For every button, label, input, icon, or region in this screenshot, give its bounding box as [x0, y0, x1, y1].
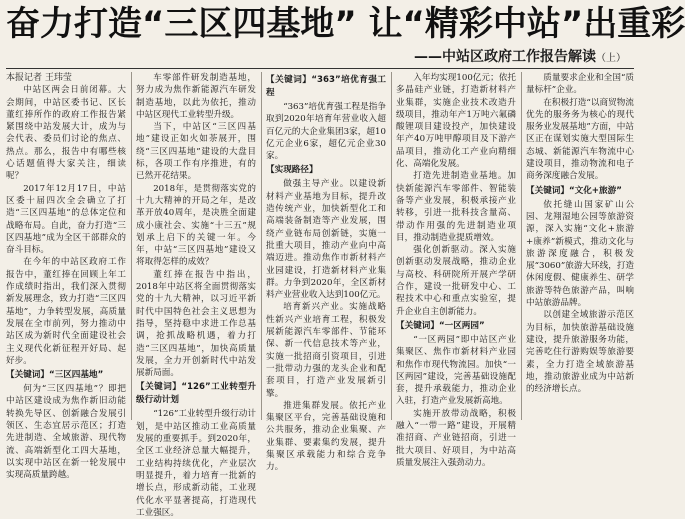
keyword-heading: 【关键词】“文化+旅游” — [526, 185, 622, 196]
paragraph: 2018年，是贯彻落实党的十九大精神的开局之年，是改革开放40周年，是决胜全面建成小康社会、实施“十三五”规划承上启下的关键一年。今年，中站“三区四基地”建设又将取得怎样的成效？ — [136, 183, 256, 268]
paragraph: 董红捧在报告中指出，2018年中站区将全面贯彻落实党的十九大精神，以习近平新时代中国特色社会主义思想为指导，坚持稳中求进工作总基调，抢抓战略机遇，着力打造“三区四基地”，加快高质量发展，全力开创新时代中站发展新局面。 — [136, 269, 256, 379]
headline: 奋力打造“三区四基地” 让“精彩中站”出重彩 — [6, 4, 685, 44]
paragraph: 车零部件研发制造基地，努力成为焦作新能源汽车研发制造基地，以此为依托，推动中站区现代工业转型升级。 — [136, 73, 256, 120]
paragraph: 以创建全域旅游示范区为目标，加快旅游基础设施建设，提升旅游服务功能，完善吃住行游购娱等旅游要素，全力打造全域旅游基地，推动旅游业成为中站新的经济增长点。 — [526, 310, 634, 395]
paragraph: “363”培优育强工程是指争取到2020年培育年营业收入超百亿元的大企业集团3家，超10亿元企业6家，超亿元企业30家。 — [266, 102, 386, 162]
subheadline-text: ——中站区政府工作报告解读 — [414, 49, 596, 65]
article-column-3 — [266, 72, 386, 473]
paragraph: 实施开放带动战略，积极融入“一带一路”建设，开展精准招商、产业链招商，引进一批大项目、好项目，为中站高质量发展注入强劲动力。 — [396, 408, 516, 468]
paragraph: “一区两园”即中站区产业集聚区、焦作市新材料产业园和焦作市现代物流园。加快“一区两园”建设，完善基础设施配套，提升承载能力，推动企业入驻，打造产业发展新高地。 — [396, 334, 516, 407]
article-column-4 — [396, 72, 516, 468]
paragraph: 依托缝山国家矿山公园、龙翔湿地公园等旅游资源，深入实施“文化+旅游+康养”新模式，推动文化与旅游深度融合，积极发展“3060”旅游大环线，打造休闲度假、健康养生、研学旅游等特色旅游产品，叫响中站旅游品牌。 — [526, 199, 635, 309]
paragraph: 当下，中站区“三区四基地”建设正如火如荼展开，围绕“三区四基地”建设的大盘目标，各项工作有序推进，有的已然开花结果。 — [136, 122, 256, 182]
paragraph: 推进集群发展。依托产业集聚区平台，完善基础设施和公共服务，推动企业集聚、产业集群、要素集约发展，提升集聚区承载能力和综合竞争力。 — [266, 400, 386, 473]
subheadline — [414, 48, 626, 66]
header-rule — [6, 68, 634, 69]
paragraph: 做强主导产业。以建设新材料产业基地为目标，提升改造传统产业，加快新型化工和高端装备制造等产业发展，围绕产业链布局创新链，实施一批重大项目，推动产业向中高端迈进。推动焦作市新材料产业园建设，打造新材料产业集群。力争到2020年，全区新材料产业营业收入达到100亿元。 — [266, 179, 386, 301]
paragraph: 打造先进制造业基地。加快新能源汽车零部件、智能装备等产业发展，积极承接产业转移，引进一批科技含量高、带动作用强的先进制造业项目，推动制造业提质增效。 — [396, 171, 516, 243]
column-divider — [131, 72, 132, 420]
paragraph: 入年均实现100亿元；依托多晶硅产业链，打造新材料产业集群，实施企业技术改造升级项目，推动年产1万吨六氟磷酸锂项目建设投产，加快建设年产40万吨甲醇项目及下游产品项目，推动化工产业向精细化、高端化发展。 — [396, 73, 516, 170]
keyword-heading: 【关键词】“一区两园” — [396, 320, 485, 331]
paragraph: 中站区两会日前闭幕。大会期间，中站区委书记、区长董红捧所作的政府工作报告紧紧围绕中站发展大计，成为与会代表、委员们讨论的焦点、热点。那么，报告中有哪些核心话题值得大家关注，细读呢？ — [6, 85, 126, 182]
column-divider — [391, 72, 392, 420]
paragraph: “126”工业转型升级行动计划，是中站区推动工业高质量发展的重要抓手。到2020年，全区工业经济总量大幅提升，工业结构持续优化，产业层次明显提升，着力培育一批新的增长点，形成新动能，工业现代化水平显著提高，打造现代工业强区。 — [136, 409, 256, 518]
column-divider — [261, 72, 262, 420]
article-column-1 — [6, 72, 126, 481]
paragraph: 何为“三区四基地”？即把中站区建设成为焦作新旧动能转换先导区、创新融合发展引领区、生态宜居示范区；打造先进制造、全域旅游、现代物流、高端新型化工四大基地，以实现中站区在新一轮发展中实现高质量跨越。 — [6, 384, 126, 481]
byline: 本报记者 王玮莹 — [6, 73, 72, 83]
keyword-heading: 【关键词】“363”培优育强工程 — [266, 75, 386, 98]
paragraph: 质量要求企业和全国“质量标杆”企业。 — [526, 73, 634, 96]
paragraph: 培育新兴产业。实施战略性新兴产业培育工程，积极发展新能源汽车零部件、节能环保、新一代信息技术等产业，实施一批招商引资项目，引进一批带动力强的龙头企业和配套项目，打造产业发展新引擎。 — [266, 302, 386, 399]
article-column-5 — [526, 72, 634, 422]
subheadline-part: （上） — [596, 53, 626, 64]
keyword-heading: 【关键词】“126”工业转型升级行动计划 — [136, 382, 256, 406]
keyword-heading: 【关键词】“三区四基地” — [6, 370, 104, 381]
paragraph: 在今年的中站区政府工作报告中，董红捧在回顾上年工作成绩时指出，我们深入贯彻新发展理念，致力打造“三区四基地”，力争转型发展，高质量发展在全市前列，努力推动中站区成为新时代全面建设社会主义现代化新征程开好局、起好步。 — [6, 257, 126, 366]
paragraph: 强化创新驱动。深入实施创新驱动发展战略，推动企业与高校、科研院所开展产学研合作，建设一批研发中心、工程技术中心和重点实验室，提升企业自主创新能力。 — [396, 245, 516, 317]
column-divider — [521, 72, 522, 420]
keyword-heading: 【实现路径】 — [266, 165, 318, 176]
paragraph: 在积极打造“以商贸物流优先的服务务为核心的现代服务业发展基地”方面，中站区正在谋划实施大型国际生态城、新能源汽车物流中心建设项目，推动物流和电子商务深度融合发展。 — [526, 97, 634, 182]
article-column-2 — [136, 72, 256, 518]
paragraph: 2017年12月17日，中站区委十届四次全会确立了打造“三区四基地”的总体定位和战略布局。自此，奋力打造“三区四基地”成为全区干部群众的奋斗目标。 — [6, 183, 126, 256]
